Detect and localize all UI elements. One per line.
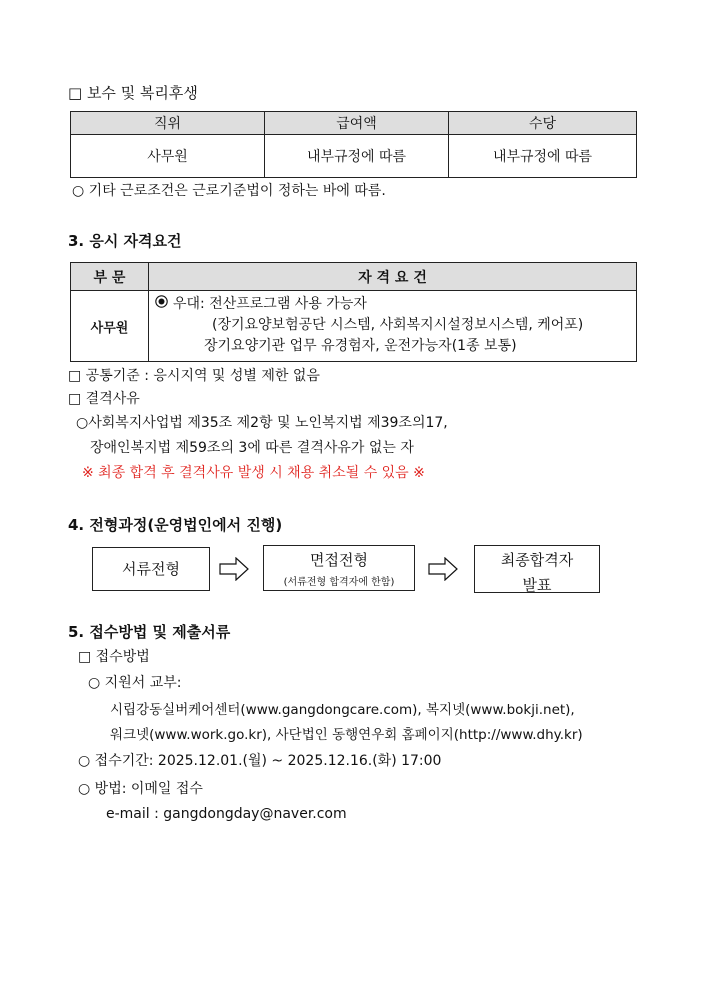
pay-cell-allowance: 내부규정에 따름 xyxy=(449,135,637,178)
pay-header-position: 직위 xyxy=(71,112,265,135)
flow-step-document-label: 서류전형 xyxy=(122,560,180,578)
common-criteria: □ 공통기준 : 응시지역 및 성별 제한 없음 xyxy=(68,368,320,384)
section3-title: 3. 응시 자격요건 xyxy=(68,232,182,250)
warning-text: ※ 최종 합격 후 결격사유 발생 시 채용 취소될 수 있음 ※ xyxy=(82,465,425,481)
flow-step-document xyxy=(92,547,210,591)
application-item1-line2: 워크넷(www.work.go.kr), 사단법인 동행연우회 홈페이지(http://www.dhy.kr) xyxy=(110,727,583,743)
flow-step-final xyxy=(474,545,600,593)
flow-step-interview xyxy=(263,545,415,591)
disqualification-line2: 장애인복지법 제59조의 3에 따른 결격사유가 없는 자 xyxy=(90,440,414,456)
application-method-title: □ 접수방법 xyxy=(78,649,150,665)
right-arrow-icon xyxy=(428,557,458,581)
qualification-table xyxy=(70,262,637,362)
right-arrow-icon xyxy=(219,557,249,581)
flow-step-final-line2: 발표 xyxy=(522,576,552,594)
qual-line1: 우대: 전산프로그램 사용 가능자 xyxy=(173,296,367,312)
pay-table xyxy=(70,111,637,178)
pay-cell-position: 사무원 xyxy=(71,135,265,178)
qual-cell-requirements xyxy=(149,291,637,362)
pay-cell-salary: 내부규정에 따름 xyxy=(265,135,449,178)
application-method: ○ 방법: 이메일 접수 xyxy=(78,781,203,797)
qual-header-req: 자 격 요 건 xyxy=(149,263,637,291)
application-item1-line1: 시립강동실버케어센터(www.gangdongcare.com), 복지넷(www.bokji.net), xyxy=(110,702,575,718)
section5-title: 5. 접수방법 및 제출서류 xyxy=(68,623,231,641)
flow-step-interview-label: 면접전형 xyxy=(310,551,368,569)
radio-selected-icon xyxy=(155,295,168,308)
contact-email: e-mail : gangdongday@naver.com xyxy=(106,806,347,822)
qual-header-dept: 부 문 xyxy=(71,263,149,291)
qual-cell-dept: 사무원 xyxy=(71,291,149,362)
application-item1-label: ○ 지원서 교부: xyxy=(88,675,182,691)
application-period: ○ 접수기간: 2025.12.01.(월) ~ 2025.12.16.(화) 17:00 xyxy=(78,753,442,769)
qual-line3: 장기요양기관 업무 유경험자, 운전가능자(1종 보통) xyxy=(204,338,517,354)
disqualification-title: □ 결격사유 xyxy=(68,391,140,407)
qual-line2: (장기요양보험공단 시스템, 사회복지시설정보시스템, 케어포) xyxy=(212,317,584,333)
disqualification-line1: ○사회복지사업법 제35조 제2항 및 노인복지법 제39조의17, xyxy=(76,415,448,431)
pay-header-allowance: 수당 xyxy=(449,112,637,135)
flow-step-final-line1: 최종합격자 xyxy=(500,551,574,569)
pay-section-title: □ 보수 및 복리후생 xyxy=(68,84,198,102)
section4-title: 4. 전형과정(운영법인에서 진행) xyxy=(68,516,283,534)
pay-header-salary: 급여액 xyxy=(265,112,449,135)
pay-note: ○ 기타 근로조건은 근로기준법이 정하는 바에 따름. xyxy=(72,183,386,199)
flow-step-interview-note: (서류전형 합격자에 한함) xyxy=(283,577,395,588)
